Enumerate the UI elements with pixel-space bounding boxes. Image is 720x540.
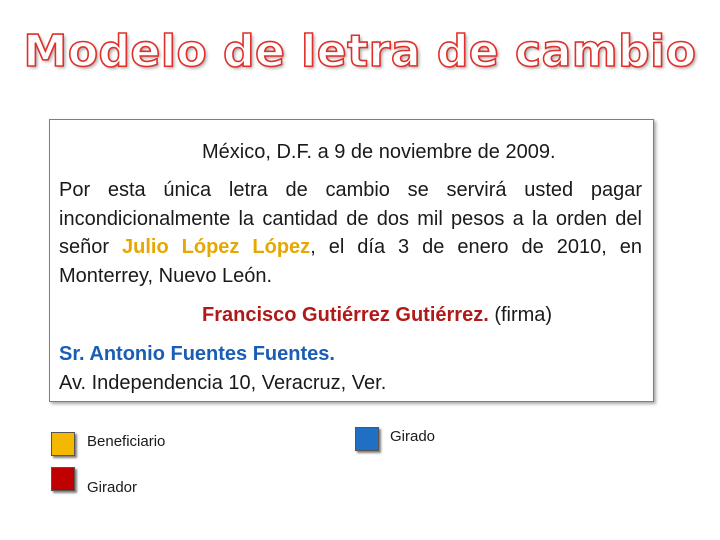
drawee-block xyxy=(59,340,386,397)
girador-swatch xyxy=(51,467,75,491)
body-text-part1: Por esta única letra de cambio se servirá usted pagar incondicionalmente la cantidad de dos mil pesos a la orden del señor xyxy=(59,179,642,258)
drawer-name: Francisco Gutiérrez Gutiérrez. xyxy=(202,304,489,326)
bill-of-exchange xyxy=(49,119,654,402)
body-text-part2: , el día 3 de enero de 2010, en Monterrey, Nuevo León. xyxy=(59,236,642,287)
beneficiary-name: Julio López López xyxy=(122,236,311,258)
girado-swatch xyxy=(355,427,379,451)
drawee-address: Av. Independencia 10, Veracruz, Ver. xyxy=(59,371,387,394)
drawer-signature-line xyxy=(202,301,552,330)
signature-note: (firma) xyxy=(494,304,553,326)
page-title: Modelo de letra de cambio xyxy=(23,26,697,77)
date-line: México, D.F. a 9 de noviembre de 2009. xyxy=(202,141,556,163)
letter-body xyxy=(59,176,642,290)
girado-label: Girado xyxy=(390,428,436,445)
drawee-name: Sr. Antonio Fuentes Fuentes. xyxy=(59,343,335,365)
beneficiario-label: Beneficiario xyxy=(87,433,166,450)
beneficiario-swatch xyxy=(51,432,75,456)
girador-label: Girador xyxy=(87,479,138,496)
